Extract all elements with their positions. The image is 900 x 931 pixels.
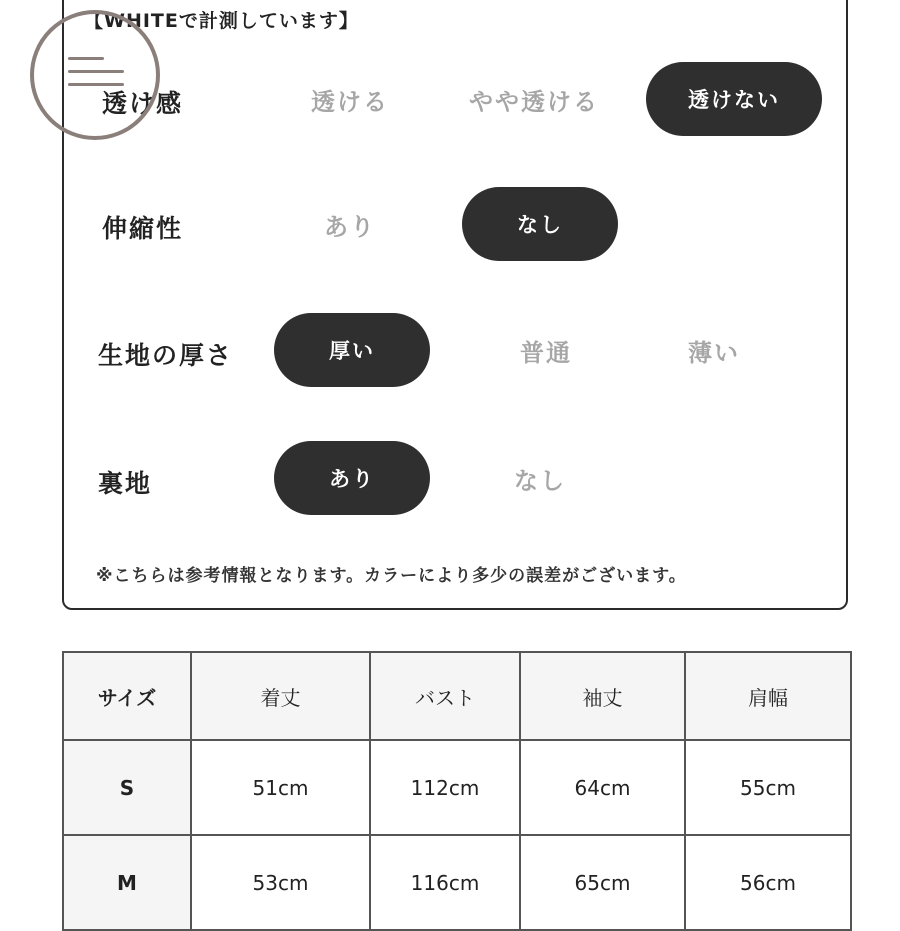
option-normal: 普通 [520, 338, 572, 367]
value-cell: 55cm [685, 740, 851, 835]
option-transparent: 透ける [311, 87, 389, 116]
table-header-row [63, 652, 851, 740]
option-lining-no: なし [514, 466, 566, 495]
option-thick-selected: 厚い [274, 313, 430, 387]
measured-color-note: 【WHITEで計測しています】 [84, 10, 359, 32]
value-cell: 65cm [520, 835, 685, 930]
option-slightly-transparent: やや透ける [469, 87, 599, 116]
hamburger-menu-icon[interactable] [68, 57, 124, 91]
size-cell: M [63, 835, 191, 930]
value-cell: 112cm [370, 740, 520, 835]
size-table [62, 651, 852, 931]
value-cell: 64cm [520, 740, 685, 835]
option-thin: 薄い [688, 338, 740, 367]
header-size: サイズ [63, 652, 191, 740]
header-shoulder: 肩幅 [685, 652, 851, 740]
row-label-lining: 裏地 [98, 469, 153, 498]
option-stretch-yes: あり [324, 212, 376, 241]
value-cell: 56cm [685, 835, 851, 930]
value-cell: 51cm [191, 740, 370, 835]
option-stretch-no-selected: なし [462, 187, 618, 261]
row-label-transparency: 透け感 [102, 89, 184, 118]
header-bust: バスト [370, 652, 520, 740]
option-not-transparent-selected: 透けない [646, 62, 822, 136]
table-row [63, 740, 851, 835]
table-row [63, 835, 851, 930]
option-lining-yes-selected: あり [274, 441, 430, 515]
row-label-stretch: 伸縮性 [102, 214, 184, 243]
value-cell: 116cm [370, 835, 520, 930]
header-length: 着丈 [191, 652, 370, 740]
value-cell: 53cm [191, 835, 370, 930]
disclaimer-footnote: ※こちらは参考情報となります。カラーにより多少の誤差がございます。 [96, 566, 687, 586]
row-label-thickness: 生地の厚さ [98, 341, 234, 370]
header-sleeve: 袖丈 [520, 652, 685, 740]
size-cell: S [63, 740, 191, 835]
